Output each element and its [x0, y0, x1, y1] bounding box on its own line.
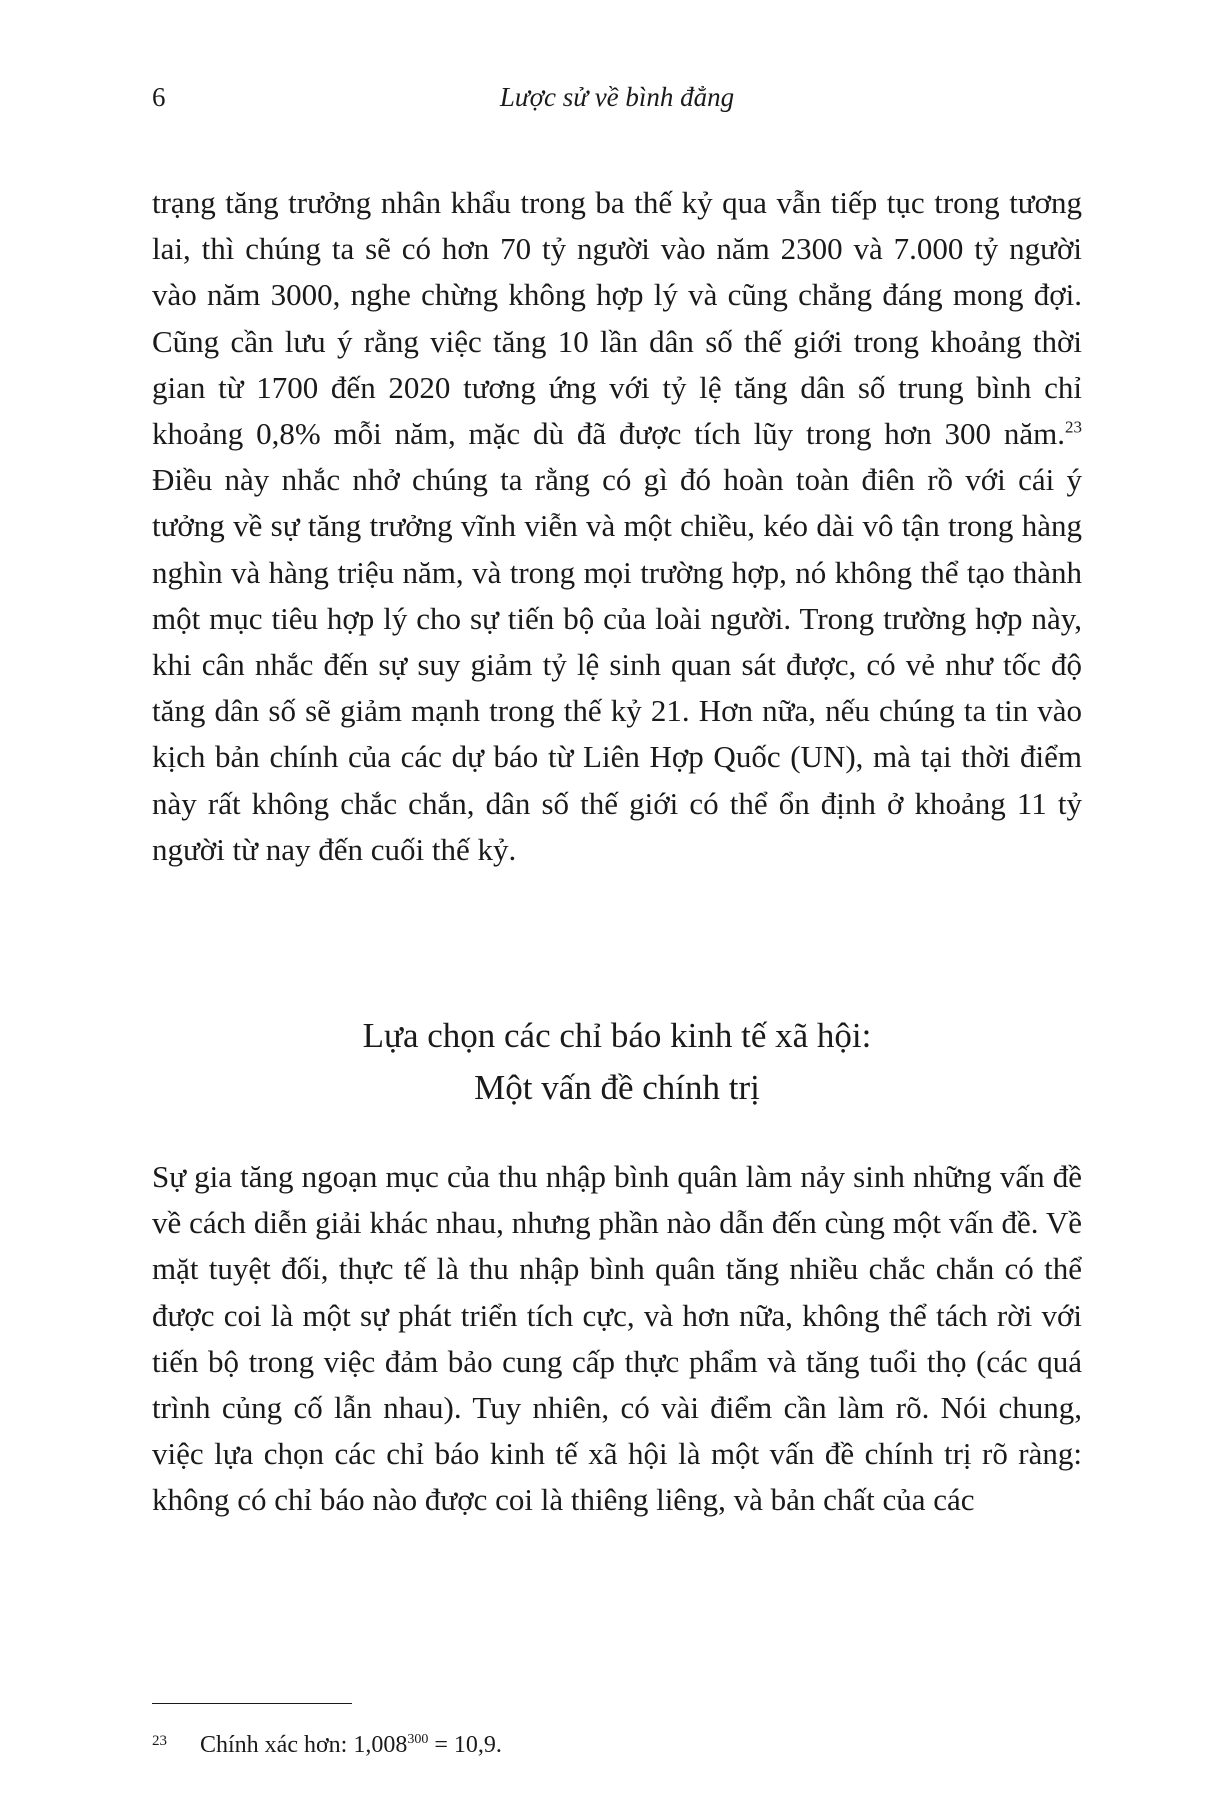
paragraph-1-text-part-1: trạng tăng trưởng nhân khẩu trong ba thế kỷ qua vẫn tiếp tục trong tương lai, thì chúng ta sẽ có hơn 70 tỷ người vào năm 2300 và 7.000 tỷ người vào năm 3000, nghe chừng không hợp lý và cũng chẳng đáng mong đợi. Cũng cần lưu ý rằng việc tăng 10 lần dân số thế giới trong khoảng thời gian từ 1700 đến 2020 tương ứng với tỷ lệ tăng dân số trung bình chỉ khoảng 0,8% mỗi năm, mặc dù đã được tích lũy trong hơn 300 năm. — [152, 185, 1082, 452]
page-number: 6 — [152, 82, 166, 112]
footnote-text-before: Chính xác hơn: 1,008 — [200, 1732, 408, 1758]
section-heading-line-2: Một vấn đề chính trị — [474, 1068, 760, 1107]
section-heading-line-1: Lựa chọn các chỉ báo kinh tế xã hội: — [362, 1016, 872, 1055]
running-title: Lược sử về bình đẳng — [499, 82, 735, 112]
footnote-reference-23[interactable]: 23 — [1065, 417, 1082, 437]
paragraph-1-text-part-2: Điều này nhắc nhở chúng ta rằng có gì đó hoàn toàn điên rồ với cái ý tưởng về sự tăng trưởng vĩnh viễn và một chiều, kéo dài vô tận trong hàng nghìn và hàng triệu năm, và trong mọi trường hợp, nó không thể tạo thành một mục tiêu hợp lý cho sự tiến bộ của loài người. Trong trường hợp này, khi cân nhắc đến sự suy giảm tỷ lệ sinh quan sát được, có vẻ như tốc độ tăng dân số sẽ giảm mạnh trong thế kỷ 21. Hơn nữa, nếu chúng ta tin vào kịch bản chính của các dự báo từ Liên Hợp Quốc (UN), mà tại thời điểm này rất không chắc chắn, dân số thế giới có thể ổn định ở khoảng 11 tỷ người từ nay đến cuối thế kỷ. — [152, 462, 1082, 867]
paragraph-2-text: Sự gia tăng ngoạn mục của thu nhập bình quân làm nảy sinh những vấn đề về cách diễn giải khác nhau, nhưng phần nào dẫn đến cùng một vấn đề. Về mặt tuyệt đối, thực tế là thu nhập bình quân tăng nhiều chắc chắn có thể được coi là một sự phát triển tích cực, và hơn nữa, không thể tách rời với tiến bộ trong việc đảm bảo cung cấp thực phẩm và tăng tuổi thọ (các quá trình củng cố lẫn nhau). Tuy nhiên, có vài điểm cần làm rõ. Nói chung, việc lựa chọn các chỉ báo kinh tế xã hội là một vấn đề chính trị rõ ràng: không có chỉ báo nào được coi là thiêng liêng, và bản chất của các — [152, 1159, 1082, 1518]
footnote-divider — [152, 1703, 352, 1704]
body-paragraph-2 — [152, 1154, 1082, 1524]
footnote-number: 23 — [152, 1733, 167, 1749]
body-paragraph-1 — [152, 180, 1082, 873]
section-heading — [152, 1010, 1082, 1114]
footnote-exponent: 300 — [407, 1732, 429, 1747]
running-header — [152, 82, 1082, 122]
footnote-text — [200, 1730, 502, 1760]
footnote-text-after: = 10,9. — [428, 1732, 502, 1758]
